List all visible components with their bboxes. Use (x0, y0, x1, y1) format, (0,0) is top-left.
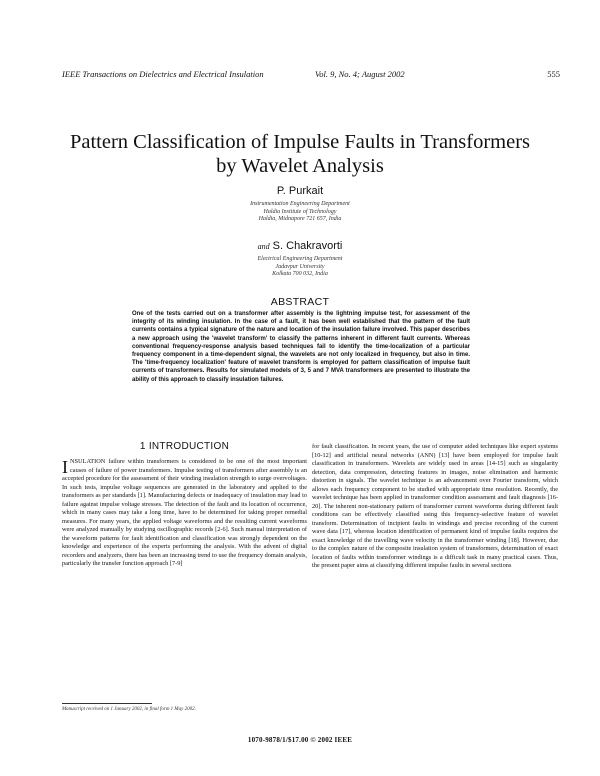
title-line: by Wavelet Analysis (216, 155, 384, 177)
author-affiliation: Electrical Engineering Department Jadavpur University Kolkata 700 032, India (257, 256, 343, 278)
left-column (62, 458, 307, 569)
author-name: P. Purkait (276, 185, 324, 197)
abstract-text: One of the tests carried out on a transformer after assembly is the lightning impulse test, for assessment of the integrity of its winding insulation. In the case of a fault, it has been well established that the pattern of the fault currents contains a typical signature of the nature and location of the insulation failure involved. This paper describes a new approach using the 'wavelet transform' to classify the patterns inherent in different fault currents. Whereas conventional frequency-response analysis based techniques fail to identify the time-localization of a particular frequency component in a time-dependent signal, the wavelets are not only localized in frequency, but also in time. The 'time-frequency localization' feature of wavelet transform is employed for pattern classification of impulse fault currents of transformers. Results for simulated models of 3, 5 and 7 MVA transformers are presented to illustrate the ability of this approach to classify insulation failures. (132, 311, 470, 383)
author-conjunction: and (257, 242, 270, 251)
drop-cap: I (62, 457, 68, 477)
issn-line: 1070-9878/1/$17.00 © 2002 IEEE (247, 736, 353, 744)
paper-title (40, 130, 560, 178)
right-column (312, 443, 558, 571)
body-paragraph: for fault classification. In recent years, the use of computer aided techniques like expert systems [10-12] and artificial neural networks (ANN) [13] have been employed for impulse fault classification in transformers. Wavelets are widely used in areas [14-15] such as singularity detection, data compression, detecting features in images, noise elimination and harmonic distortion in signals. The wavelet technique is an advancement over Fourier transform, which allows each frequency component to be studied with appropriate time resolution. Recently, the wavelet technique has been applied in transformer condition assessment and fault diagnosis [16-20]. The inherent non-stationary pattern of transformer current waveforms during different fault conditions can be effectively classified using this frequency-selective feature of wavelet transform. Determination of incipient faults in windings and precise recording of the current wave data [17], whereas location identification of permanent kind of impulse faults requires the exact knowledge of the travelling wave velocity in the transformer winding [18]. However, due to the complex nature of the composite insulation system of transformers, determination of exact location of faults within transformer windings is a difficult task in many practical cases. Thus, the present paper aims at classifying different impulse faults in several sections (312, 443, 558, 569)
footnote-rule (62, 703, 152, 704)
footnote: Manuscript received on 1 January 2002, in final form 1 May 2002. (62, 707, 196, 712)
journal-name: IEEE Transactions on Dielectrics and Electrical Insulation (62, 69, 264, 79)
section-heading: 1 INTRODUCTION (139, 441, 230, 452)
author-affiliation: Instrumentation Engineering Department Haldia Institute of Technology Haldia, Midnapore 721 657, India (250, 201, 350, 223)
page-number: 555 (547, 69, 560, 79)
volume-info: Vol. 9, No. 4; August 2002 (315, 69, 405, 79)
body-paragraph: INSULATION failure within transformers is considered to be one of the most important causes of failure of power transformers. Impulse testing of transformers after assembly is an accepted procedure for the assessment of their winding insulation strength to surge overvoltages. In such tests, impulse voltage sequences are generated in the laboratory and applied to the transformers as per standards [1]. Manufacturing defects or inadequacy of insulation may lead to failure against impulse voltage stresses. The detection of the fault and its location of occurrence, which in many cases may take a long time, have to be determined for taking proper remedial measures. For many years, the applied voltage waveforms and the resulting current waveforms were analyzed manually by studying oscillographic records [2-6]. Such manual interpretation of the waveform patterns for fault identification and classification was strongly dependent on the knowledge and experience of the experts performing the analysis. With the advent of digital recorders and analyzers, there has been an increasing trend to use the frequency domain analysis, particularly the transfer function approach [7-9] (62, 457, 307, 567)
author-name: and S. Chakravorti (257, 240, 343, 252)
running-header (62, 69, 560, 83)
title-line: Pattern Classification of Impulse Faults in Transformers (69, 131, 531, 153)
abstract-heading: ABSTRACT (270, 296, 330, 308)
